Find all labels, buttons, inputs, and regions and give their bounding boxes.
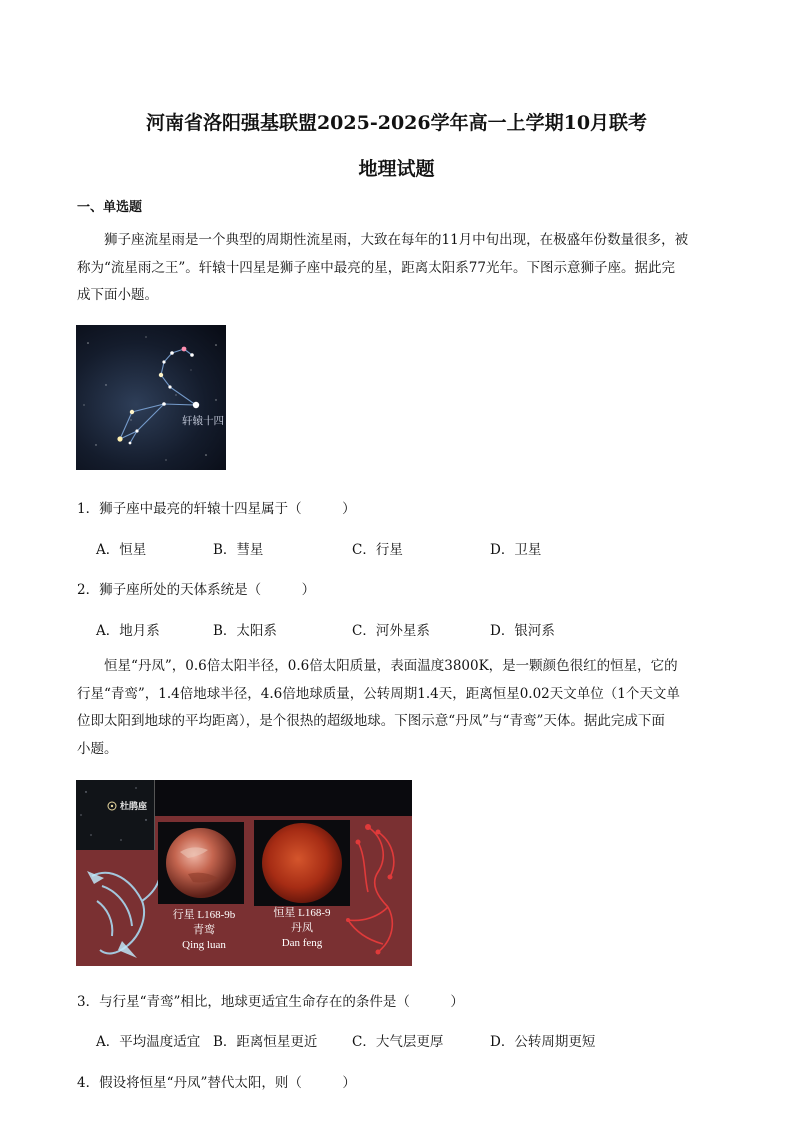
star-caption <box>254 906 350 951</box>
star-map-drawing <box>76 780 154 850</box>
regulus-label: 轩辕十四 <box>182 415 224 427</box>
q2-option-d[interactable]: D．银河系 <box>490 623 555 639</box>
blue-phoenix-icon <box>82 846 162 961</box>
q3-option-d[interactable]: D．公转周期更短 <box>490 1034 596 1050</box>
q1-option-d[interactable]: D．卫星 <box>490 542 542 558</box>
q2-option-a[interactable]: A．地月系 <box>96 623 160 639</box>
passage-1-line: 成下面小题。 <box>77 287 158 303</box>
question-1-stem: 1．狮子座中最亮的轩辕十四星属于（ ） <box>77 501 356 517</box>
q3-option-c[interactable]: C．大气层更厚 <box>352 1034 444 1050</box>
constellation-drawing <box>76 325 226 470</box>
star-map-inset <box>76 780 155 850</box>
star-name-code: 恒星 L168-9 <box>273 907 331 919</box>
q2-option-b[interactable]: B．太阳系 <box>213 623 277 639</box>
planet-caption <box>158 908 250 953</box>
q3-option-a[interactable]: A．平均温度适宜 <box>96 1034 201 1050</box>
section-heading: 一、单选题 <box>77 200 143 215</box>
passage-2-line: 位即太阳到地球的平均距离），是个很热的超级地球。下图示意“丹凤”与“青鸾”天体。据此完成下面 <box>77 713 665 729</box>
q3-option-b[interactable]: B．距离恒星更近 <box>213 1034 318 1050</box>
page-title: 河南省洛阳强基联盟2025-2026学年高一上学期10月联考 <box>145 112 648 134</box>
passage-1 <box>77 227 717 310</box>
question-4-stem: 4．假设将恒星“丹凤”替代太阳，则（ ） <box>77 1075 356 1091</box>
planet-name-code: 行星 L168-9b <box>172 909 236 921</box>
danfeng-qingluan-image <box>76 780 412 966</box>
question-3-stem: 3．与行星“青鸾”相比，地球更适宜生命存在的条件是（ ） <box>77 994 464 1010</box>
passage-1-line: 狮子座流星雨是一个典型的周期性流星雨，大致在每年的11月中旬出现，在极盛年份数量很多，被 <box>104 232 689 248</box>
passage-1-line: 称为“流星雨之王”。轩辕十四星是狮子座中最亮的星，距离太阳系77光年。下图示意狮子座。据此完 <box>77 259 675 276</box>
q2-option-c[interactable]: C．河外星系 <box>352 623 430 639</box>
passage-2-line: 行星“青鸾”，1.4倍地球半径，4.6倍地球质量，公转周期1.4天，距离恒星0.02天文单位（1个天文单 <box>77 685 680 702</box>
question-2-stem: 2．狮子座所处的天体系统是（ ） <box>77 582 316 598</box>
star-name-pinyin: Dan feng <box>281 937 323 949</box>
q1-option-c[interactable]: C．行星 <box>352 542 403 558</box>
passage-2-line: 恒星“丹凤”，0.6倍太阳半径，0.6倍太阳质量，表面温度3800K，是一颗颜色很红的恒星，它的 <box>104 658 678 674</box>
planet-name-pinyin: Qing luan <box>182 939 226 951</box>
planet-qingluan-drawing <box>158 822 244 904</box>
constellation-label: 杜鹃座 <box>120 802 148 812</box>
star-danfeng-drawing <box>254 820 350 906</box>
planet-name-cn: 青鸾 <box>193 924 215 936</box>
leo-constellation-image <box>76 325 226 470</box>
star-name-cn: 丹凤 <box>291 922 313 934</box>
page-subtitle: 地理试题 <box>358 158 435 180</box>
star-panel <box>254 820 350 906</box>
planet-panel <box>158 822 244 904</box>
q1-option-a[interactable]: A．恒星 <box>96 542 147 558</box>
q1-option-b[interactable]: B．彗星 <box>213 542 264 558</box>
passage-2 <box>77 653 717 763</box>
passage-2-line: 小题。 <box>77 740 118 757</box>
